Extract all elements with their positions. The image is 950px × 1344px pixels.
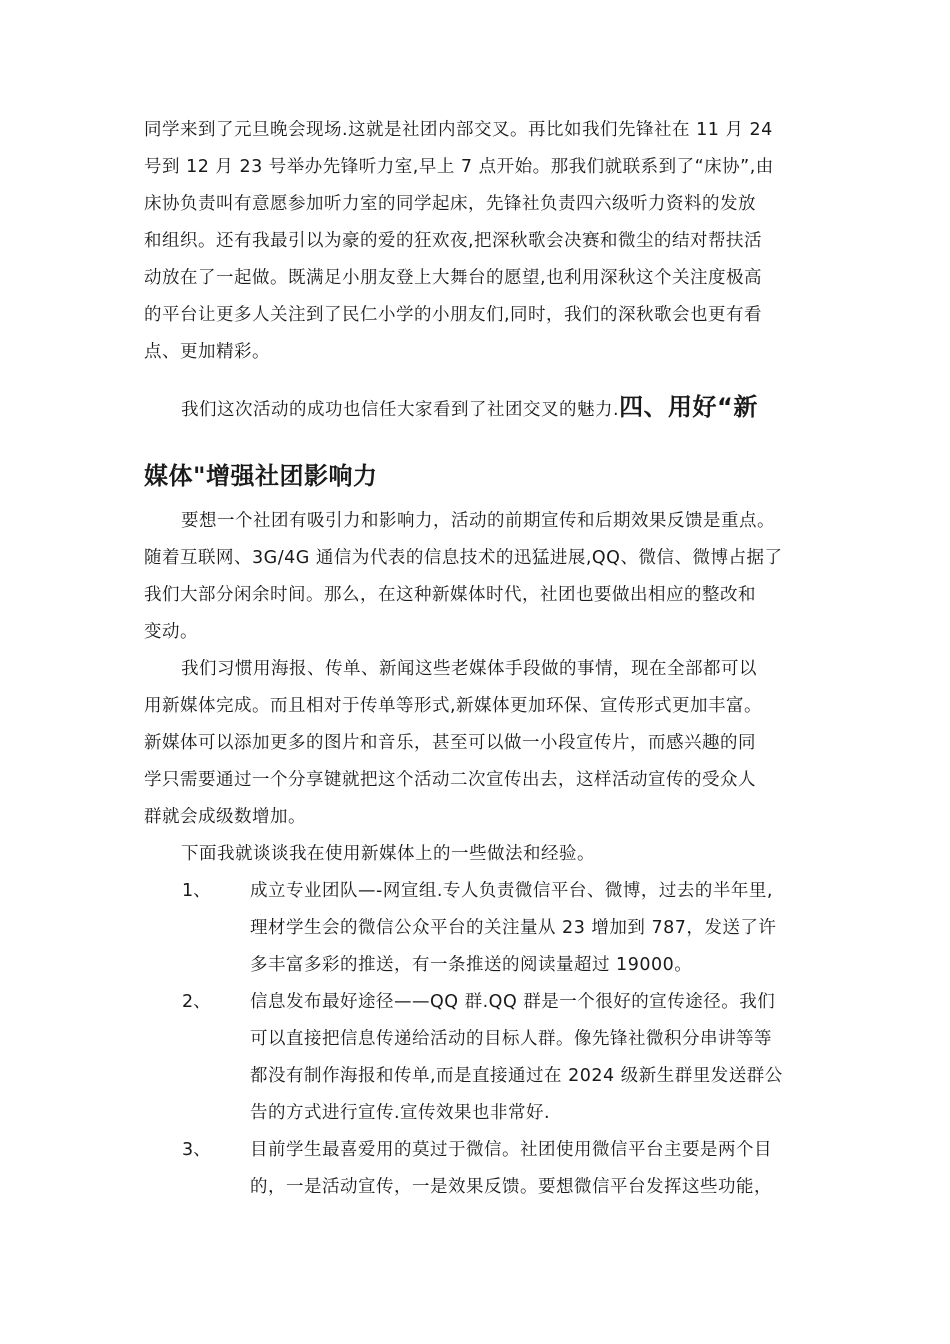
paragraph-experience-intro <box>144 836 816 873</box>
text-line: 可以直接把信息传递给活动的目标人群。像先锋社微积分串讲等等 <box>250 1029 772 1049</box>
text-line: 要想一个社团有吸引力和影响力，活动的前期宣传和后期效果反馈是重点。 <box>181 511 775 531</box>
text-line: 用新媒体完成。而且相对于传单等形式,新媒体更加环保、宣传形式更加丰富。 <box>144 696 763 716</box>
text-line: 床协负责叫有意愿参加听力室的同学起床，先锋社负责四六级听力资料的发放 <box>144 194 756 214</box>
list-item-number: 3、 <box>182 1140 211 1160</box>
section-heading: 媒体"增强社团影响力 <box>144 462 378 490</box>
text-line: 点、更加精彩。 <box>144 342 270 362</box>
text-line: 随着互联网、3G/4G 通信为代表的信息技术的迅猛进展,QQ、微信、微博占据了 <box>144 548 783 568</box>
paragraph-society-cross <box>144 112 816 371</box>
text-line: 我们大部分闲余时间。那么，在这种新媒体时代，社团也要做出相应的整改和 <box>144 585 756 605</box>
body-text: 我们这次活动的成功也信任大家看到了社团交叉的魅力. <box>181 400 620 420</box>
list-item-number: 1、 <box>182 881 211 901</box>
list-item-number: 2、 <box>182 992 211 1012</box>
section-heading-part: 四、用好“新 <box>619 393 758 421</box>
text-line: 号到 12 月 23 号举办先锋听力室,早上 7 点开始。那我们就联系到了“床协”,由 <box>144 157 774 177</box>
list-item <box>144 984 816 1132</box>
text-line: 新媒体可以添加更多的图片和音乐，甚至可以做一小段宣传片，而感兴趣的同 <box>144 733 756 753</box>
text-line: 成立专业团队—-网宣组.专人负责微信平台、微博，过去的半年里, <box>250 881 773 901</box>
text-line: 都没有制作海报和传单,而是直接通过在 2024 级新生群里发送群公 <box>250 1066 783 1086</box>
numbered-list <box>144 873 816 1206</box>
text-line: 信息发布最好途径——QQ 群.QQ 群是一个很好的宣传途径。我们 <box>250 992 776 1012</box>
text-line: 学只需要通过一个分享键就把这个活动二次宣传出去，这样活动宣传的受众人 <box>144 770 756 790</box>
text-line: 下面我就谈谈我在使用新媒体上的一些做法和经验。 <box>181 844 595 864</box>
text-line: 变动。 <box>144 622 198 642</box>
text-line: 理材学生会的微信公众平台的关注量从 23 增加到 787，发送了许 <box>250 918 777 938</box>
text-line: 动放在了一起做。既满足小朋友登上大舞台的愿望,也利用深秋这个关注度极高 <box>144 268 763 288</box>
text-line <box>144 383 816 431</box>
list-item <box>144 873 816 984</box>
text-line: 群就会成级数增加。 <box>144 807 306 827</box>
paragraph-success-with-heading <box>144 383 816 497</box>
text-line: 同学来到了元旦晚会现场.这就是社团内部交叉。再比如我们先锋社在 11 月 24 <box>144 120 773 140</box>
paragraph-new-media-intro <box>144 503 816 651</box>
text-line: 告的方式进行宣传.宣传效果也非常好. <box>250 1103 551 1123</box>
text-line: 目前学生最喜爱用的莫过于微信。社团使用微信平台主要是两个目 <box>250 1140 772 1160</box>
paragraph-new-media-advantages <box>144 651 816 836</box>
text-line: 和组织。还有我最引以为豪的爱的狂欢夜,把深秋歌会决赛和微尘的结对帮扶活 <box>144 231 763 251</box>
text-line: 的，一是活动宣传，一是效果反馈。要想微信平台发挥这些功能， <box>250 1177 772 1197</box>
document-page <box>144 112 816 1206</box>
text-line: 的平台让更多人关注到了民仁小学的小朋友们,同时，我们的深秋歌会也更有看 <box>144 305 763 325</box>
list-item <box>144 1132 816 1206</box>
text-line: 多丰富多彩的推送，有一条推送的阅读量超过 19000。 <box>250 955 693 975</box>
text-line: 我们习惯用海报、传单、新闻这些老媒体手段做的事情，现在全部都可以 <box>181 659 757 679</box>
